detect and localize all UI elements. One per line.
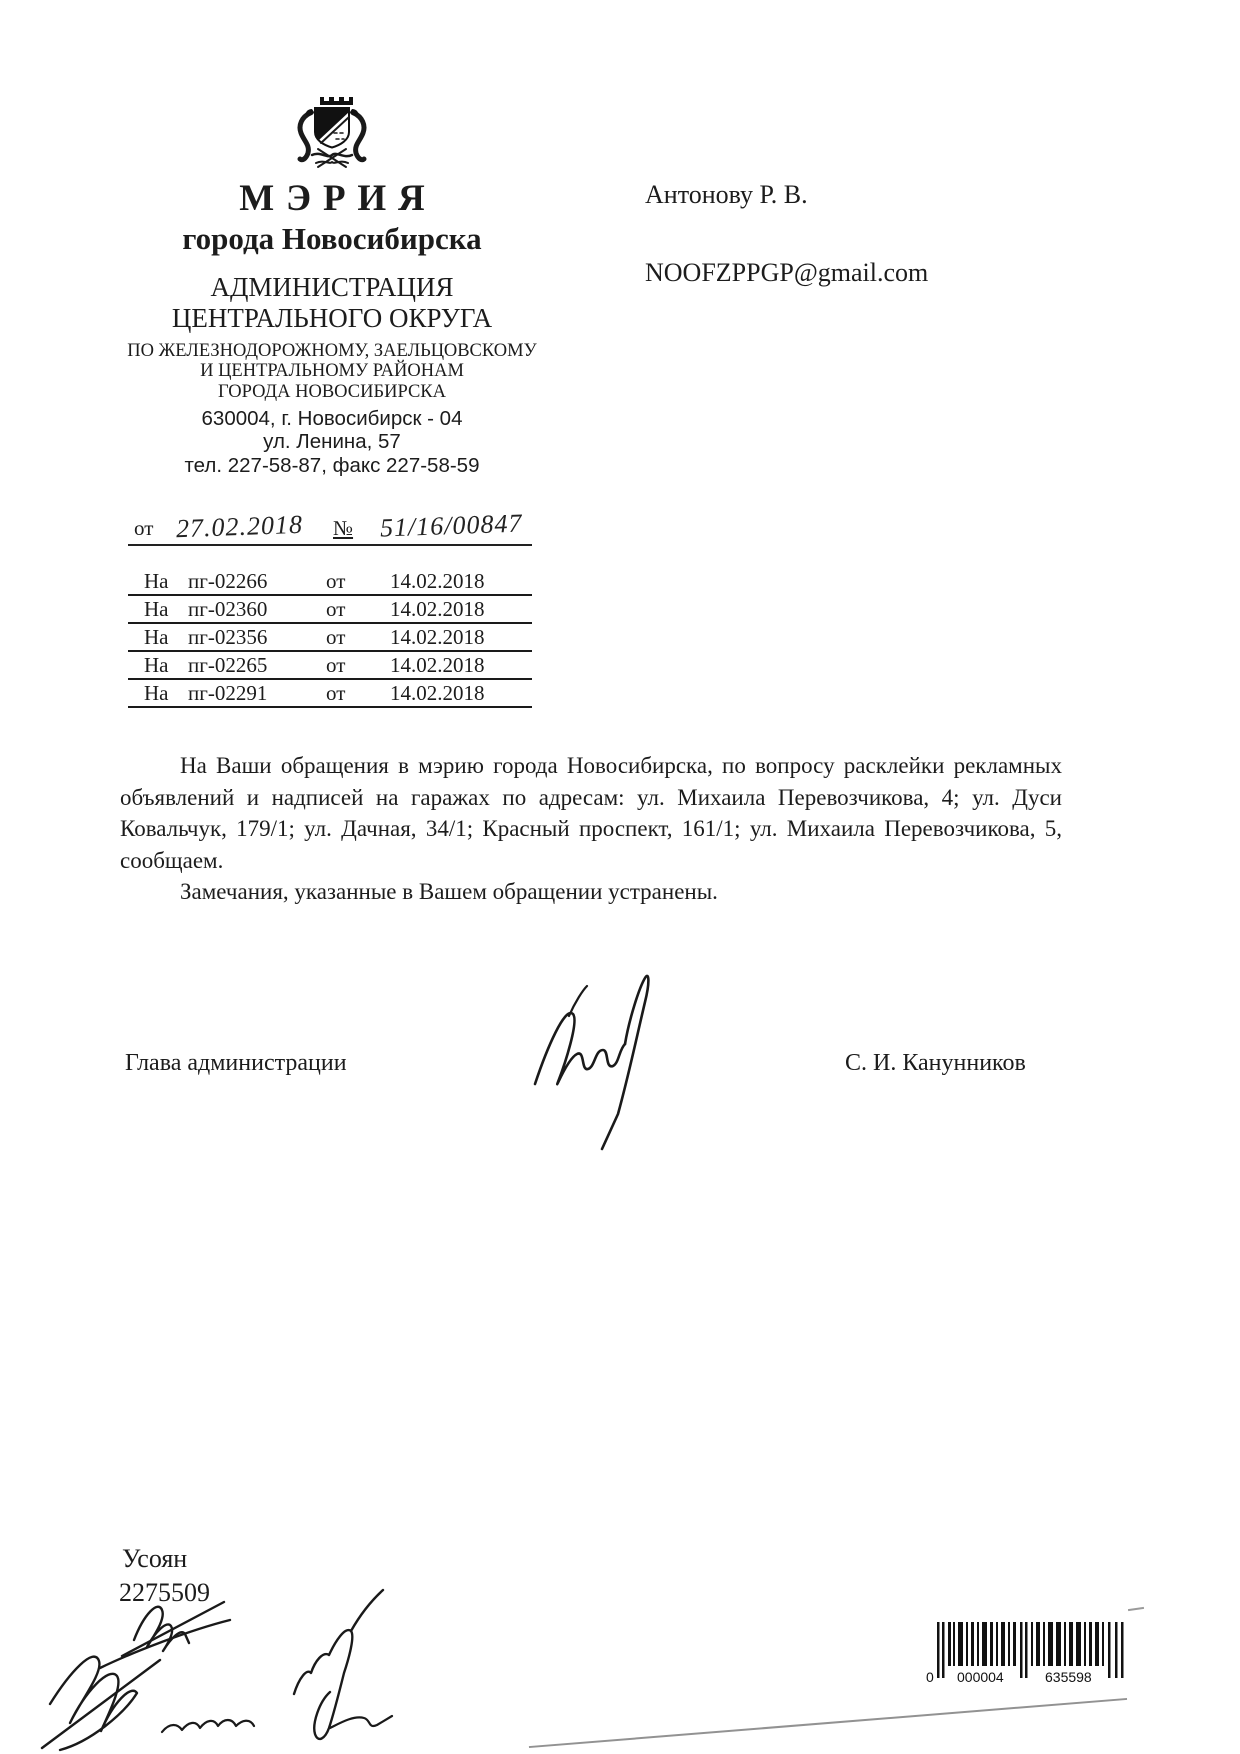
scan-artifact-dash <box>1128 1607 1144 1611</box>
ref-from-label: от <box>326 625 346 649</box>
dept-line-2: ЦЕНТРАЛЬНОГО ОКРУГА <box>171 303 493 334</box>
recipient-name: Антонову Р. В. <box>645 180 808 209</box>
ref-from-label: от <box>326 653 346 677</box>
ref-prefix: На <box>144 625 169 649</box>
ref-date: 14.02.2018 <box>390 625 485 649</box>
executor-signatures-handwriting <box>38 1572 468 1754</box>
head-signature-handwriting <box>505 962 705 1152</box>
barcode-group1: 000004 <box>957 1669 1004 1685</box>
letterhead <box>127 93 537 477</box>
ref-date: 14.02.2018 <box>390 597 485 621</box>
address-line-1: 630004, г. Новосибирск - 04 <box>201 406 463 430</box>
recipient-email: NOOFZPPGP@gmail.com <box>645 258 929 287</box>
ref-id: пг-02356 <box>188 625 268 649</box>
outgoing-from-label: от <box>134 516 154 540</box>
outgoing-number-handwritten: 51/16/00847 <box>379 508 523 543</box>
scan-artifact-line <box>529 1698 1127 1748</box>
ref-prefix: На <box>144 681 169 705</box>
ref-prefix: На <box>144 653 169 677</box>
dept-line-1: АДМИНИСТРАЦИЯ <box>210 272 454 303</box>
org-name: МЭРИЯ <box>239 178 437 219</box>
novosibirsk-coat-of-arms-icon <box>288 93 376 173</box>
ref-date: 14.02.2018 <box>390 569 485 593</box>
letter-body <box>120 750 1062 908</box>
dept-line-3: ПО ЖЕЛЕЗНОДОРОЖНОМУ, ЗАЕЛЬЦОВСКОМУ <box>127 340 537 361</box>
incoming-refs-table <box>128 568 532 708</box>
signer-title: Глава администрации <box>125 1050 347 1076</box>
outgoing-date-handwritten: 27.02.2018 <box>175 509 304 544</box>
ref-date: 14.02.2018 <box>390 681 485 705</box>
ref-id: пг-02291 <box>188 681 268 705</box>
org-city: города Новосибирска <box>182 220 482 256</box>
barcode <box>925 1622 1140 1686</box>
signer-name: С. И. Канунников <box>845 1050 1026 1076</box>
incoming-ref-row <box>128 596 532 624</box>
incoming-ref-row <box>128 652 532 680</box>
ref-from-label: от <box>326 597 346 621</box>
ref-id: пг-02360 <box>188 597 268 621</box>
ref-from-label: от <box>326 569 346 593</box>
ref-prefix: На <box>144 569 169 593</box>
ref-id: пг-02265 <box>188 653 268 677</box>
incoming-ref-row <box>128 680 532 708</box>
ref-from-label: от <box>326 681 346 705</box>
ref-date: 14.02.2018 <box>390 653 485 677</box>
address-line-3: тел. 227-58-87, факс 227-58-59 <box>184 453 480 477</box>
barcode-left-digit: 0 <box>926 1669 934 1685</box>
outgoing-number-label: № <box>333 516 354 540</box>
executor-phone: 2275509 <box>119 1578 210 1607</box>
dept-line-5: ГОРОДА НОВОСИБИРСКА <box>217 381 447 402</box>
executor-name: Усоян <box>122 1544 188 1573</box>
body-paragraph-2: Замечания, указанные в Вашем обращении устранены. <box>180 879 718 904</box>
outgoing-ref-line <box>128 506 532 546</box>
dept-line-4: И ЦЕНТРАЛЬНОМУ РАЙОНАМ <box>200 361 464 382</box>
incoming-ref-row <box>128 624 532 652</box>
barcode-group2: 635598 <box>1045 1669 1092 1685</box>
ref-prefix: На <box>144 597 169 621</box>
body-paragraph-1: На Ваши обращения в мэрию города Новосибирска, по вопросу расклейки рекламных объявлений и надписей на гаражах по адресам: ул. Михаила Перевозчикова, 4; ул. Дуси Ковальчук, 179/1; ул. Дачная, 34/1; Красный проспект, 161/1; ул. Михаила Перевозчикова, 5, сообщаем. <box>120 753 1062 873</box>
address-line-2: ул. Ленина, 57 <box>263 430 401 454</box>
ref-id: пг-02266 <box>188 569 268 593</box>
incoming-ref-row <box>128 568 532 596</box>
